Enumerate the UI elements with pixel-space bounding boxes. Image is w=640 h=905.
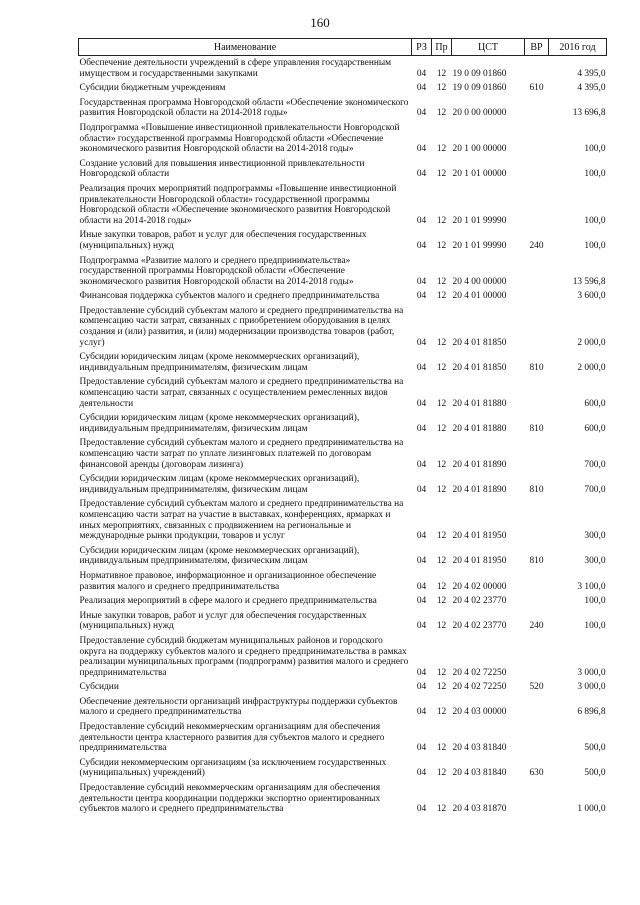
row-pr: 12 (436, 362, 447, 373)
table-row (79, 720, 607, 756)
row-value: 100,0 (584, 240, 606, 251)
row-cst: 20 0 00 00000 (452, 108, 507, 119)
header-year: 2016 год (549, 39, 607, 56)
row-value: 700,0 (584, 484, 606, 495)
row-pr: 12 (436, 276, 447, 287)
row-name: Предоставление субсидий субъектам малого и среднего предпринимательства на компенсацию части затрат по уплате лизинговых платежей по договорам финансовой аренды (договорам лизинга) (79, 438, 404, 470)
row-value: 1 000,0 (577, 804, 606, 815)
row-vr (525, 289, 549, 304)
table-row (79, 81, 607, 96)
row-value: 6 896,8 (577, 707, 606, 718)
row-cst: 20 1 01 99990 (452, 240, 507, 251)
table-row (79, 497, 607, 543)
row-cst: 20 4 02 72250 (452, 682, 507, 693)
row-value: 100,0 (584, 169, 606, 180)
row-vr: 630 (529, 768, 544, 779)
row-value: 100,0 (584, 144, 606, 155)
row-pr: 12 (436, 68, 447, 79)
table-row (79, 472, 607, 497)
row-cst: 20 4 02 23770 (452, 596, 507, 607)
row-vr (525, 121, 549, 157)
row-rz: 04 (416, 169, 427, 180)
row-name: Субсидии юридическим лицам (кроме некоммерческих организаций), индивидуальным предпринимателям, физическим лицам (79, 474, 360, 495)
row-rz: 04 (416, 398, 427, 409)
row-pr: 12 (436, 169, 447, 180)
row-name: Подпрограмма «Развитие малого и среднего предпринимательства» государственной программы Новгородской области «Обеспечение экономического развития Новгородской области на 2014-2018 годы» (79, 255, 354, 287)
table-row (79, 228, 607, 253)
row-value: 300,0 (584, 556, 606, 567)
row-value: 2 000,0 (577, 362, 606, 373)
row-name: Создание условий для повышения инвестиционной привлекательности Новгородской области (79, 158, 365, 180)
row-rz: 04 (416, 743, 427, 754)
row-rz: 04 (416, 459, 427, 470)
row-value: 13 596,8 (572, 276, 606, 287)
row-pr: 12 (436, 83, 447, 94)
row-name: Государственная программа Новгородской области «Обеспечение экономического развития Новгородской области на 2014-2018 годы» (79, 97, 409, 119)
row-cst: 19 0 09 01860 (452, 83, 507, 94)
row-name: Нормативное правовое, информационное и организационное обеспечение развития малого и среднего предпринимательства (79, 570, 377, 592)
row-cst: 19 0 09 01860 (452, 68, 507, 79)
row-value: 3 100,0 (577, 581, 606, 592)
row-vr (525, 720, 549, 756)
table-row (79, 781, 607, 817)
row-cst: 20 4 02 72250 (452, 667, 507, 678)
table-row (79, 544, 607, 569)
row-vr (525, 375, 549, 411)
header-cst: ЦСТ (452, 39, 525, 56)
row-rz: 04 (416, 531, 427, 542)
row-name: Субсидии бюджетным учреждениям (79, 83, 226, 94)
row-name: Иные закупки товаров, работ и услуг для обеспечения государственных (муниципальных) нужд (79, 610, 367, 632)
row-vr (525, 56, 549, 82)
row-pr: 12 (436, 337, 447, 348)
row-cst: 20 4 01 81950 (452, 556, 507, 567)
row-pr: 12 (436, 581, 447, 592)
row-cst: 20 4 01 81890 (452, 459, 507, 470)
row-name: Субсидии юридическим лицам (кроме некоммерческих организаций), индивидуальным предпринимателям, физическим лицам (79, 413, 360, 434)
table-header-row (79, 39, 607, 56)
page-number: 160 (310, 15, 330, 30)
table-row (79, 121, 607, 157)
row-name: Предоставление субсидий субъектам малого и среднего предпринимательства на компенсацию части затрат на участие в выставках, конференциях, ярмарках и иных мероприятиях, связанных с продвижением на региональные и международные рынки продукции, товаров и услуг (79, 499, 404, 542)
row-value: 13 696,8 (572, 108, 606, 119)
row-value: 100,0 (584, 621, 606, 632)
row-name: Обеспечение деятельности учреждений в сфере управления государственным имуществом и государственными закупками (79, 58, 392, 79)
row-cst: 20 4 01 00000 (452, 291, 507, 302)
row-vr (525, 781, 549, 817)
row-vr (525, 497, 549, 543)
table-row (79, 756, 607, 781)
row-value: 300,0 (584, 531, 606, 542)
row-vr (525, 695, 549, 720)
row-cst: 20 4 03 81870 (452, 804, 507, 815)
row-rz: 04 (416, 581, 427, 592)
row-pr: 12 (436, 484, 447, 495)
row-rz: 04 (416, 667, 427, 678)
row-vr: 610 (529, 83, 544, 94)
row-value: 100,0 (584, 596, 606, 607)
row-name: Субсидии некоммерческим организациям (за исключением государственных (муниципальных) учреждений) (79, 757, 387, 779)
row-value: 4 395,0 (577, 68, 606, 79)
table-row (79, 350, 607, 375)
row-cst: 20 4 02 23770 (452, 621, 507, 632)
row-value: 3 000,0 (577, 667, 606, 678)
row-cst: 20 4 02 00000 (452, 581, 507, 592)
row-rz: 04 (416, 144, 427, 155)
budget-table (78, 38, 607, 817)
row-pr: 12 (436, 144, 447, 155)
table-row (79, 594, 607, 609)
row-pr: 12 (436, 423, 447, 434)
row-rz: 04 (416, 83, 427, 94)
row-vr (525, 157, 549, 182)
row-name: Реализация прочих мероприятий подпрограммы «Повышение инвестиционной привлекательности Новгородской области» государственной программы Новгородской области «Обеспечение экономического развития Новгородской области на 2014-2018 годы» (79, 183, 397, 226)
row-vr (525, 254, 549, 290)
row-vr: 810 (529, 423, 544, 434)
row-vr: 520 (529, 682, 544, 693)
row-pr: 12 (436, 291, 447, 302)
table-row (79, 609, 607, 634)
row-cst: 20 4 01 81950 (452, 531, 507, 542)
row-name: Предоставление субсидий некоммерческим организациям для обеспечения деятельности центра координации поддержки экспортно ориентированных субъектов малого и среднего предпринимательства (79, 783, 381, 815)
row-vr (525, 96, 549, 121)
row-value: 500,0 (584, 768, 606, 779)
row-name: Предоставление субсидий бюджетам муниципальных районов и городского округа на поддержку субъектов малого и среднего предпринимательства в рамках реализации муниципальных программ (подпрограмм) развития малого и среднего предпринимательства (79, 635, 409, 678)
row-rz: 04 (416, 337, 427, 348)
row-vr: 810 (529, 362, 544, 373)
row-cst: 20 4 01 81890 (452, 484, 507, 495)
row-rz: 04 (416, 276, 427, 287)
table-row (79, 56, 607, 82)
row-cst: 20 4 01 81850 (452, 362, 507, 373)
table-row (79, 182, 607, 228)
row-vr (525, 569, 549, 594)
row-rz: 04 (416, 362, 427, 373)
header-rz: РЗ (412, 39, 432, 56)
row-vr: 240 (529, 240, 544, 251)
table-row (79, 411, 607, 436)
row-cst: 20 4 03 81840 (452, 743, 507, 754)
table-row (79, 634, 607, 680)
row-rz: 04 (416, 215, 427, 226)
header-pr: Пр (432, 39, 452, 56)
table-row (79, 289, 607, 304)
row-pr: 12 (436, 108, 447, 119)
row-vr: 810 (529, 556, 544, 567)
row-pr: 12 (436, 398, 447, 409)
row-vr: 240 (529, 621, 544, 632)
row-value: 700,0 (584, 459, 606, 470)
row-cst: 20 1 00 00000 (452, 144, 507, 155)
row-rz: 04 (416, 484, 427, 495)
row-rz: 04 (416, 291, 427, 302)
row-name: Субсидии юридическим лицам (кроме некоммерческих организаций), индивидуальным предпринимателям, физическим лицам (79, 352, 360, 373)
row-cst: 20 1 01 00000 (452, 169, 507, 180)
row-rz: 04 (416, 596, 427, 607)
row-name: Субсидии юридическим лицам (кроме некоммерческих организаций), индивидуальным предпринимателям, физическим лицам (79, 545, 360, 567)
row-cst: 20 4 03 81840 (452, 768, 507, 779)
row-name: Предоставление субсидий субъектам малого и среднего предпринимательства на компенсацию части затрат, связанных с осуществлением ремесленных видов деятельности (79, 377, 404, 409)
row-rz: 04 (416, 707, 427, 718)
table-row (79, 569, 607, 594)
row-rz: 04 (416, 621, 427, 632)
row-rz: 04 (416, 682, 427, 693)
row-value: 600,0 (584, 398, 606, 409)
row-rz: 04 (416, 240, 427, 251)
row-name: Иные закупки товаров, работ и услуг для обеспечения государственных (муниципальных) нужд (79, 230, 367, 251)
row-name: Финансовая поддержка субъектов малого и среднего предпринимательства (79, 291, 380, 302)
row-vr (525, 304, 549, 350)
table-row (79, 695, 607, 720)
row-vr (525, 436, 549, 472)
header-vr: ВР (525, 39, 549, 56)
row-pr: 12 (436, 459, 447, 470)
row-rz: 04 (416, 108, 427, 119)
row-pr: 12 (436, 667, 447, 678)
row-value: 3 000,0 (577, 682, 606, 693)
table-row (79, 375, 607, 411)
row-pr: 12 (436, 682, 447, 693)
table-row (79, 96, 607, 121)
row-cst: 20 4 01 81880 (452, 398, 507, 409)
row-value: 500,0 (584, 743, 606, 754)
row-value: 600,0 (584, 423, 606, 434)
row-cst: 20 4 01 81880 (452, 423, 507, 434)
row-value: 3 600,0 (577, 291, 606, 302)
header-name: Наименование (79, 39, 412, 56)
row-name: Обеспечение деятельности организаций инфраструктуры поддержки субъектов малого и среднего предпринимательства (79, 696, 398, 718)
row-rz: 04 (416, 68, 427, 79)
row-pr: 12 (436, 707, 447, 718)
row-pr: 12 (436, 804, 447, 815)
row-pr: 12 (436, 240, 447, 251)
row-pr: 12 (436, 531, 447, 542)
row-pr: 12 (436, 596, 447, 607)
row-pr: 12 (436, 768, 447, 779)
table-row (79, 436, 607, 472)
row-cst: 20 4 01 81850 (452, 337, 507, 348)
row-vr (525, 182, 549, 228)
row-name: Предоставление субсидий субъектам малого и среднего предпринимательства на компенсацию части затрат, связанных с приобретением оборудования в целях создания и (или) развития, и (или) модернизации производства товаров (работ, услуг) (79, 305, 404, 348)
row-pr: 12 (436, 556, 447, 567)
row-rz: 04 (416, 804, 427, 815)
row-rz: 04 (416, 423, 427, 434)
row-name: Подпрограмма «Повышение инвестиционной привлекательности Новгородской области» государственной программы Новгородской области «Обеспечение экономического развития Новгородской области на 2014-2018 годы» (79, 122, 400, 155)
row-value: 4 395,0 (577, 83, 606, 94)
row-pr: 12 (436, 215, 447, 226)
table-row (79, 304, 607, 350)
table-row (79, 254, 607, 290)
row-vr: 810 (529, 484, 544, 495)
table-row (79, 157, 607, 182)
row-pr: 12 (436, 621, 447, 632)
row-name: Субсидии (79, 682, 119, 693)
row-rz: 04 (416, 768, 427, 779)
row-cst: 20 4 03 00000 (452, 707, 507, 718)
row-cst: 20 1 01 99990 (452, 215, 507, 226)
row-value: 2 000,0 (577, 337, 606, 348)
row-cst: 20 4 00 00000 (452, 276, 507, 287)
row-name: Реализация мероприятий в сфере малого и среднего предпринимательства (79, 596, 377, 607)
row-vr (525, 594, 549, 609)
row-value: 100,0 (584, 215, 606, 226)
table-row (79, 680, 607, 695)
row-pr: 12 (436, 743, 447, 754)
row-rz: 04 (416, 556, 427, 567)
row-vr (525, 634, 549, 680)
row-name: Предоставление субсидий некоммерческим организациям для обеспечения деятельности центра кластерного развития для субъектов малого и среднего предпринимательства (79, 722, 385, 754)
